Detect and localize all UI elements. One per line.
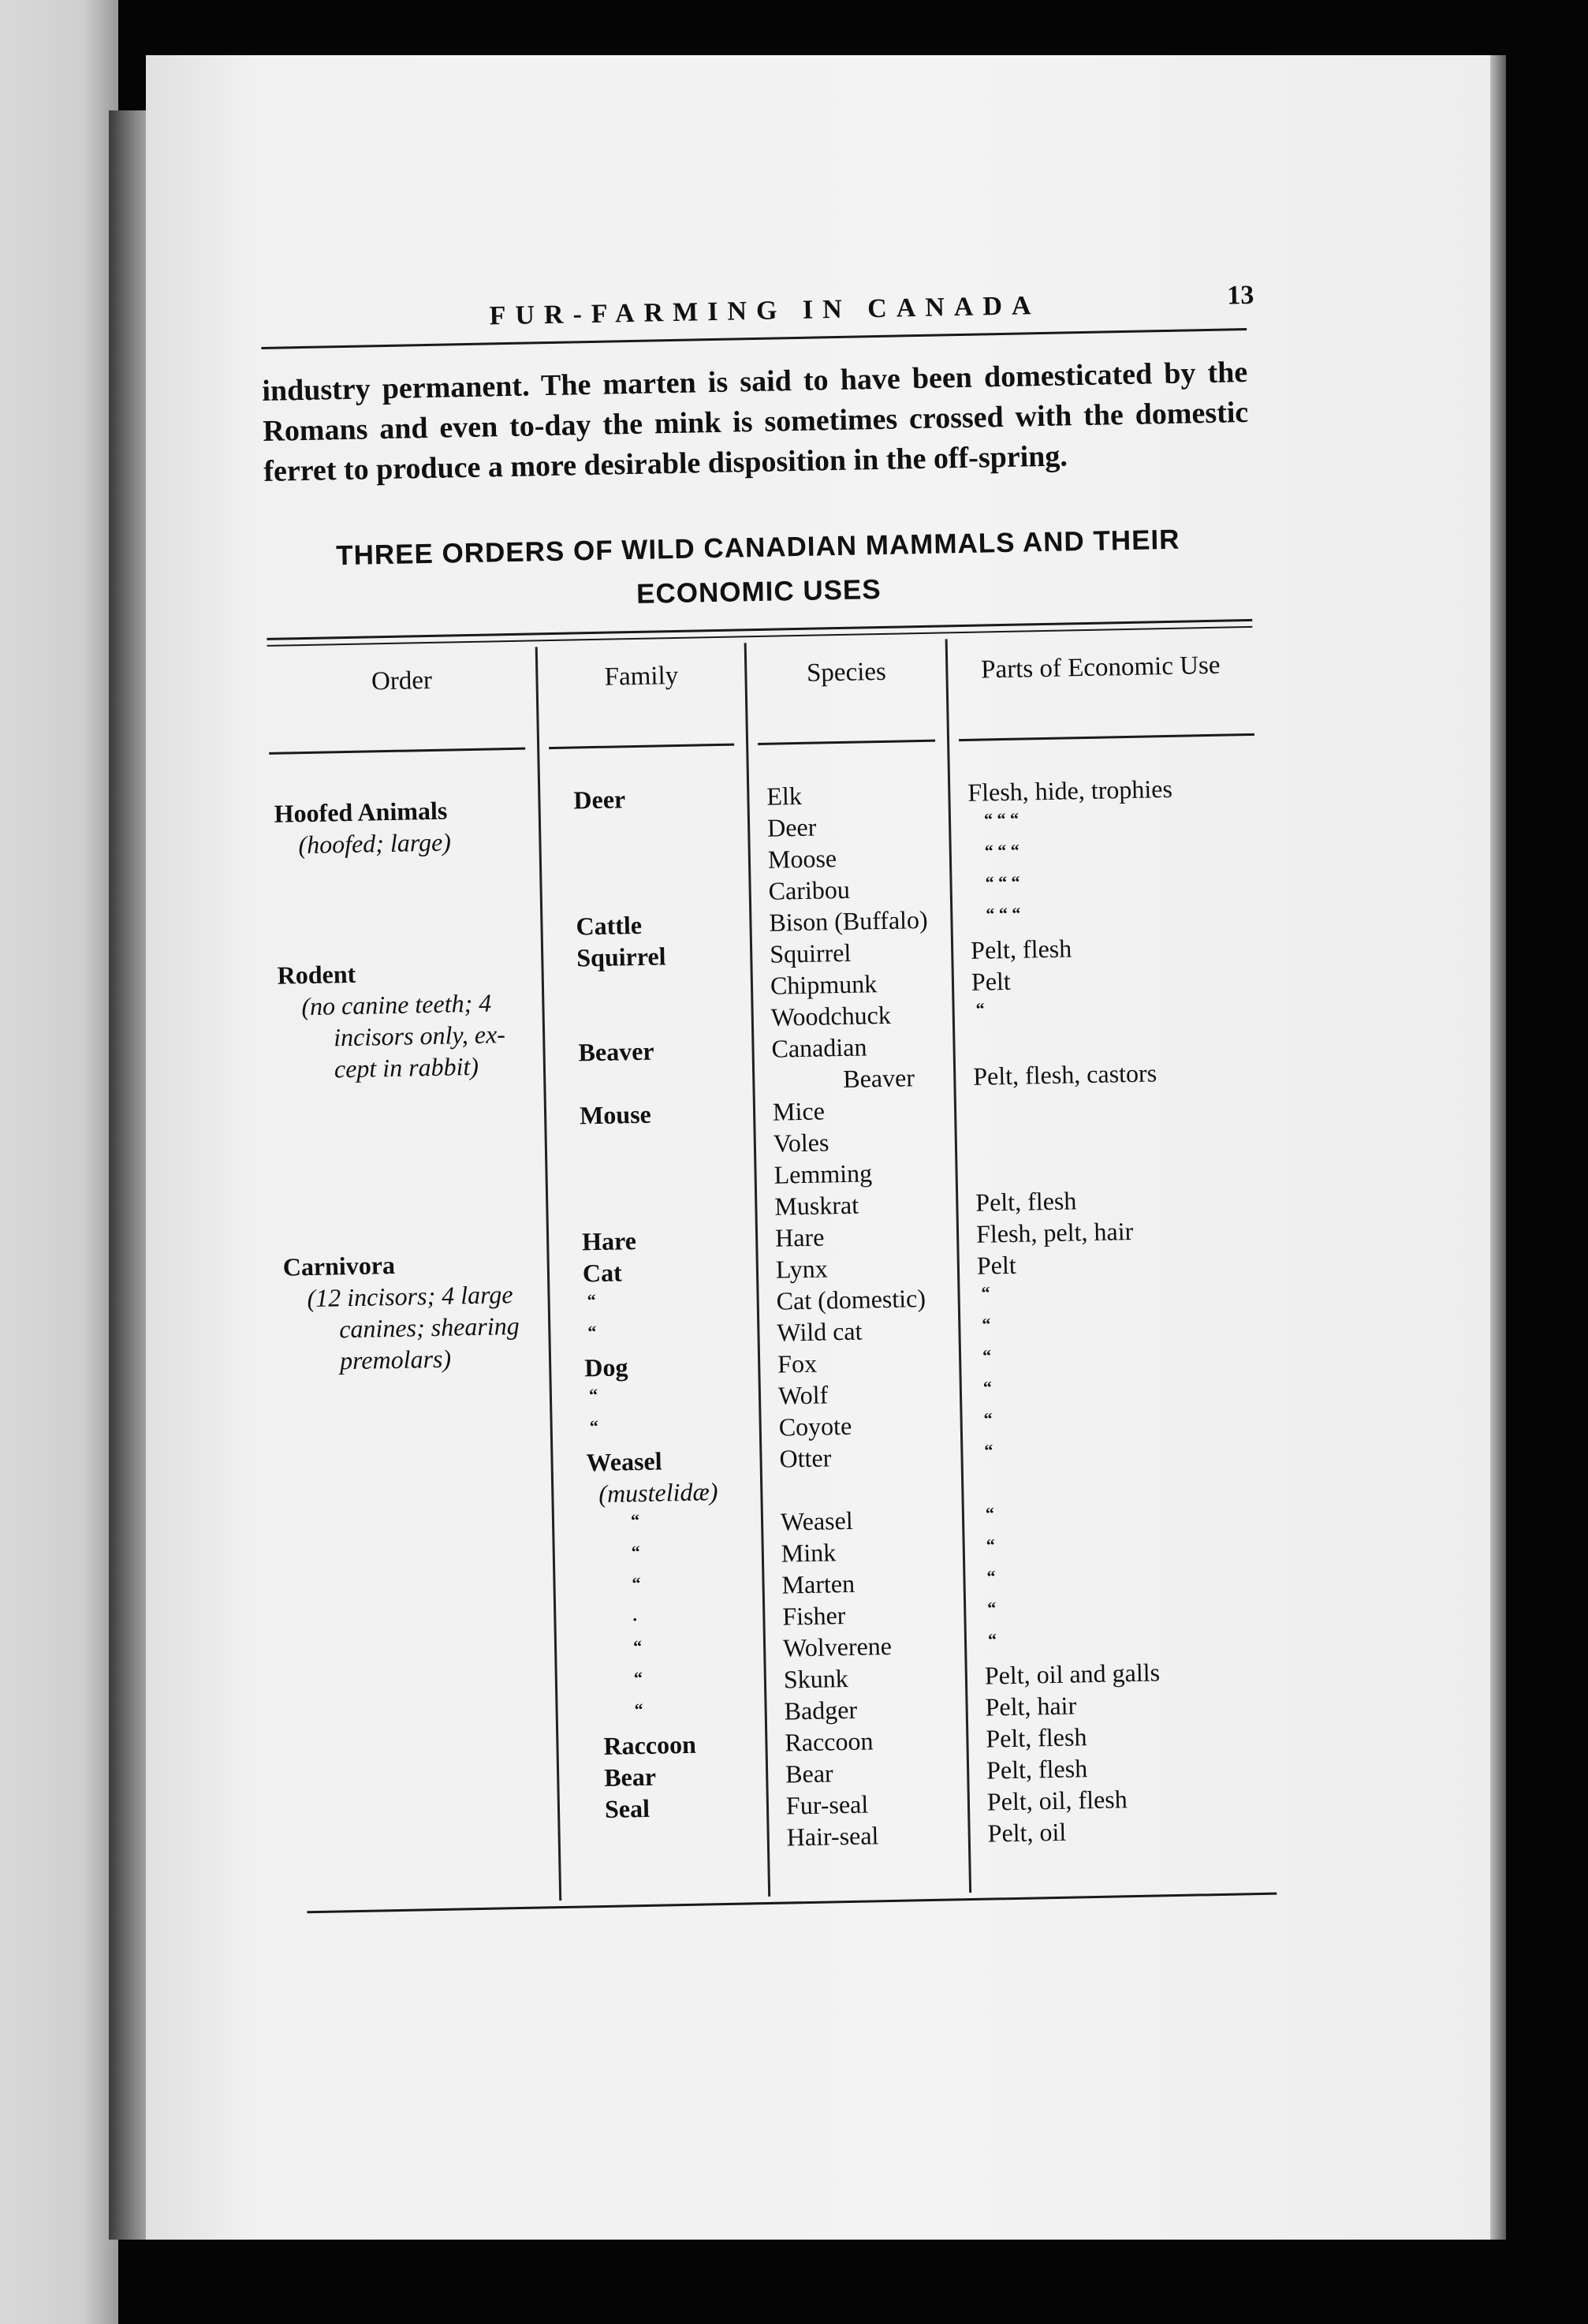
- species: Beaver: [842, 1063, 915, 1093]
- species: Mice: [772, 1096, 826, 1126]
- family-note: (mustelidæ): [598, 1477, 718, 1509]
- species: Canadian: [771, 1032, 867, 1063]
- header-family: Family: [604, 661, 679, 692]
- economic-use: Pelt, oil: [987, 1817, 1067, 1848]
- species: Moose: [767, 844, 837, 874]
- adjacent-page-edge: [0, 0, 118, 2324]
- species: Voles: [773, 1128, 829, 1158]
- species: Wild cat: [777, 1316, 863, 1347]
- species: Woodchuck: [770, 1000, 892, 1031]
- species: Lemming: [773, 1158, 873, 1189]
- economic-use-ditto: “: [987, 1629, 997, 1650]
- species: Elk: [766, 781, 803, 811]
- species: Wolverene: [782, 1631, 893, 1662]
- species: Raccoon: [785, 1726, 874, 1757]
- order-name: Rodent: [277, 959, 356, 990]
- economic-use: Pelt, flesh: [970, 934, 1072, 964]
- economic-use: Flesh, hide, trophies: [967, 774, 1173, 807]
- economic-use-ditto: “ “ “: [986, 903, 1021, 924]
- economic-use: Pelt: [971, 966, 1012, 996]
- table-title: [265, 517, 1252, 624]
- economic-use-ditto: “ “ “: [984, 840, 1020, 861]
- family: Seal: [604, 1793, 650, 1823]
- order-name: Carnivora: [282, 1250, 396, 1281]
- family-ditto: “: [633, 1668, 643, 1688]
- economic-use: Pelt, oil and galls: [984, 1658, 1161, 1690]
- species: Lynx: [775, 1254, 829, 1284]
- economic-use: Pelt, flesh, castors: [972, 1058, 1157, 1091]
- species: Fox: [777, 1349, 818, 1378]
- header-species: Species: [806, 657, 887, 688]
- economic-use-ditto: “: [981, 1282, 990, 1303]
- header-underline: [959, 733, 1254, 741]
- running-title: FUR-FARMING IN CANADA: [489, 291, 1041, 331]
- order-description: cept in rabbit): [334, 1051, 479, 1084]
- species: Coyote: [778, 1411, 852, 1442]
- family-ditto: “: [631, 1542, 640, 1562]
- species: Hair-seal: [786, 1821, 879, 1852]
- economic-use-ditto: “: [986, 1535, 995, 1555]
- family-ditto: .: [632, 1605, 638, 1625]
- species: Muskrat: [774, 1190, 859, 1221]
- page-right-edge: [1490, 55, 1506, 2240]
- family: Squirrel: [576, 942, 666, 972]
- economic-use: Pelt, flesh: [975, 1186, 1077, 1217]
- species: Wolf: [777, 1380, 829, 1410]
- economic-use-ditto: “: [986, 1566, 996, 1587]
- header-underline: [269, 748, 525, 755]
- family-ditto: “: [630, 1510, 640, 1531]
- species: Bison (Buffalo): [769, 905, 928, 937]
- economic-use-ditto: “ “ “: [983, 808, 1020, 830]
- family-ditto: “: [634, 1699, 643, 1720]
- species: Weasel: [780, 1505, 853, 1536]
- economic-use: Pelt: [976, 1250, 1016, 1280]
- species: Badger: [784, 1695, 858, 1725]
- economic-use-ditto: “: [982, 1377, 993, 1397]
- economic-use: Pelt, oil, flesh: [986, 1785, 1128, 1816]
- order-description: incisors only, ex-: [333, 1020, 506, 1052]
- column-divider: [535, 647, 562, 1901]
- species: Fisher: [782, 1601, 846, 1631]
- species: Cat (domestic): [776, 1284, 926, 1315]
- family: Cattle: [576, 910, 643, 941]
- header-underline: [758, 740, 935, 745]
- order-description: (hoofed; large): [298, 827, 452, 860]
- family: Deer: [573, 785, 626, 815]
- species: Marten: [781, 1569, 856, 1599]
- species: Mink: [781, 1538, 837, 1568]
- family-ditto: “: [587, 1322, 597, 1342]
- table-title-line-2: ECONOMIC USES: [636, 573, 882, 610]
- family-ditto: “: [588, 1385, 598, 1405]
- family-ditto: “: [589, 1416, 598, 1437]
- page-content: [260, 273, 1277, 1908]
- mammals-table: [267, 619, 1277, 1908]
- economic-use-ditto: “: [982, 1314, 991, 1334]
- economic-use: Flesh, pelt, hair: [975, 1216, 1134, 1248]
- column-divider: [744, 643, 771, 1897]
- economic-use-ditto: “: [975, 998, 985, 1019]
- economic-use-ditto: “: [982, 1345, 992, 1366]
- species: Skunk: [783, 1664, 849, 1694]
- order-name: Hoofed Animals: [274, 796, 448, 828]
- economic-use-ditto: “: [983, 1408, 993, 1429]
- economic-use-ditto: “: [984, 1440, 993, 1460]
- economic-use: Pelt, flesh: [986, 1722, 1087, 1753]
- table-title-line-1: THREE ORDERS OF WILD CANADIAN MAMMALS AND THEIR: [335, 524, 1180, 572]
- family: Dog: [583, 1352, 628, 1382]
- order-description: (12 incisors; 4 large: [307, 1280, 513, 1313]
- header-order: Order: [371, 666, 433, 696]
- family: Beaver: [578, 1036, 654, 1067]
- family-ditto: “: [632, 1573, 641, 1594]
- species: Squirrel: [769, 938, 852, 968]
- page-number: 13: [1226, 280, 1254, 311]
- family-ditto: “: [587, 1290, 596, 1311]
- economic-use-ditto: “: [986, 1598, 997, 1618]
- species: Chipmunk: [770, 969, 878, 1000]
- species: Fur-seal: [785, 1789, 869, 1820]
- species: Bear: [785, 1759, 833, 1789]
- species: Hare: [774, 1222, 825, 1252]
- economic-use-ditto: “: [985, 1503, 995, 1524]
- header-underline: [549, 744, 734, 750]
- economic-use-ditto: “ “ “: [985, 871, 1020, 893]
- species: Deer: [766, 812, 817, 842]
- family: Cat: [582, 1258, 623, 1288]
- body-paragraph: industry permanent. The marten is said to have been domesticated by the Romans and even to-day the mink is sometimes crossed with the domestic ferret to produce a more desirable disposition in the off-spring.: [262, 355, 1249, 488]
- column-divider: [945, 639, 972, 1893]
- header-uses: Parts of Economic Use: [980, 651, 1221, 685]
- family: Mouse: [579, 1099, 652, 1130]
- species: Caribou: [768, 875, 851, 905]
- economic-use: Pelt, hair: [985, 1691, 1077, 1722]
- family: Hare: [581, 1226, 637, 1256]
- order-description: premolars): [339, 1344, 452, 1375]
- species: Otter: [779, 1443, 832, 1473]
- family-ditto: “: [632, 1636, 643, 1657]
- order-description: canines; shearing: [338, 1311, 520, 1344]
- economic-use: Pelt, flesh: [986, 1754, 1088, 1785]
- order-description: (no canine teeth; 4: [301, 988, 492, 1021]
- family: Bear: [603, 1762, 657, 1792]
- family: Weasel: [586, 1446, 662, 1477]
- family: Raccoon: [603, 1729, 697, 1760]
